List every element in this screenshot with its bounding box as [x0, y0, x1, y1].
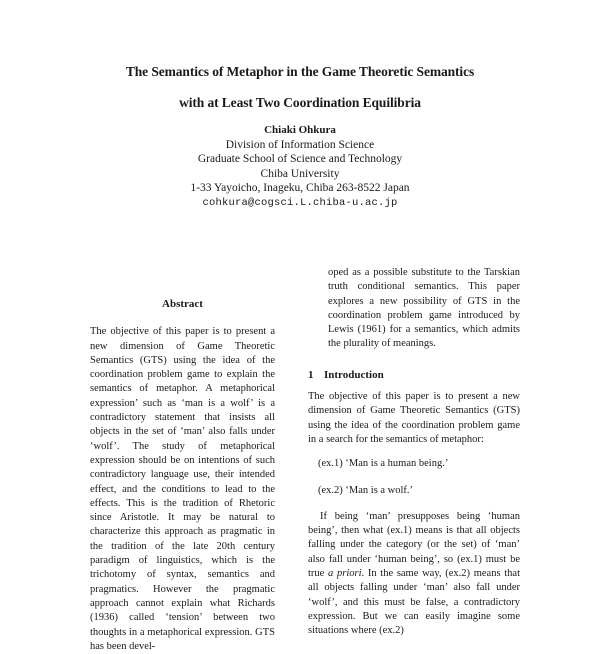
section-1-intro: The objective of this paper is to present a new dimension of Game Theoretic Semantics (GTS) using the idea of the coordination problem game in a search for the semantics of metaphor:: [308, 391, 520, 445]
abstract-continuation: oped as a possible substitute to the Tarskian truth conditional semantics. This paper explores a new possibility of GTS in the coordination problem game introduced by Lewis (1961) for a semantics, which admits the plurality of meanings.: [328, 267, 520, 350]
author-block: [0, 123, 600, 211]
author-name: Chiaki Ohkura: [264, 124, 336, 136]
abstract-heading: Abstract: [162, 298, 203, 310]
section-1-paragraph-part-2: . In the same way, (ex.2) means that all objects falling under ‘man’ also fall under ‘wolf’, and this must be false, a contradictory expression. But we can easily imagine some situations where (ex.2): [308, 568, 520, 637]
author-affiliation-school: Graduate School of Science and Technology: [197, 153, 403, 166]
section-1-number: 1: [308, 368, 314, 381]
example-2: (ex.2) ‘Man is a wolf.’: [318, 484, 414, 496]
left-column: [90, 297, 275, 654]
right-column: [308, 266, 520, 639]
section-1-title: Introduction: [324, 368, 384, 381]
author-address: 1-33 Yayoicho, Inageku, Chiba 263-8522 Japan: [190, 182, 410, 195]
author-email[interactable]: cohkura@cogsci.L.chiba-u.ac.jp: [202, 196, 398, 209]
abstract-text: The objective of this paper is to present a new dimension of Game Theoretic Semantics (GTS) using the idea of the coordination problem game to explain the semantics of metaphor. A metaphorical expression’ such as ‘man is a wolf’ is a contradictory statement that insists all objects in the set of ‘man’ also falls under ‘wolf’. The study of metaphorical expression should be on intentions of such contradictory language use, their intended effect, and the conditions to lead to the effects. This is the tradition of Rhetoric since Aristotle. It may be natural to characterize this approach as pragmatic in the tradition of the late 20th century paradigm of linguistics, which is the trichotomy of syntax, semantics and pragmatics. However the pragmatic approach cannot explain what Richards (1936) called ‘tension’ between two thoughts in a metaphorical expression. GTS has been devel-: [90, 326, 275, 652]
author-affiliation-university: Chiba University: [260, 167, 340, 180]
section-1-paragraph-part-1: If being ‘man’ presupposes being ‘human being’, then what (ex.1) means is that all objects falling under the category (or the set) of ‘man’ also fall under ‘human being’, so (ex.1) must be true: [308, 510, 520, 580]
section-1-heading: [308, 368, 520, 382]
section-1-paragraph: [308, 510, 520, 639]
author-affiliation-division: Division of Information Science: [225, 138, 375, 151]
paper-title-line-2: with at Least Two Coordination Equilibria: [179, 95, 421, 110]
example-1: (ex.1) ‘Man is a human being.’: [318, 458, 449, 470]
a-priori-italic: a priori: [328, 568, 362, 580]
paper-title-line-1: The Semantics of Metaphor in the Game Theoretic Semantics: [125, 64, 475, 79]
